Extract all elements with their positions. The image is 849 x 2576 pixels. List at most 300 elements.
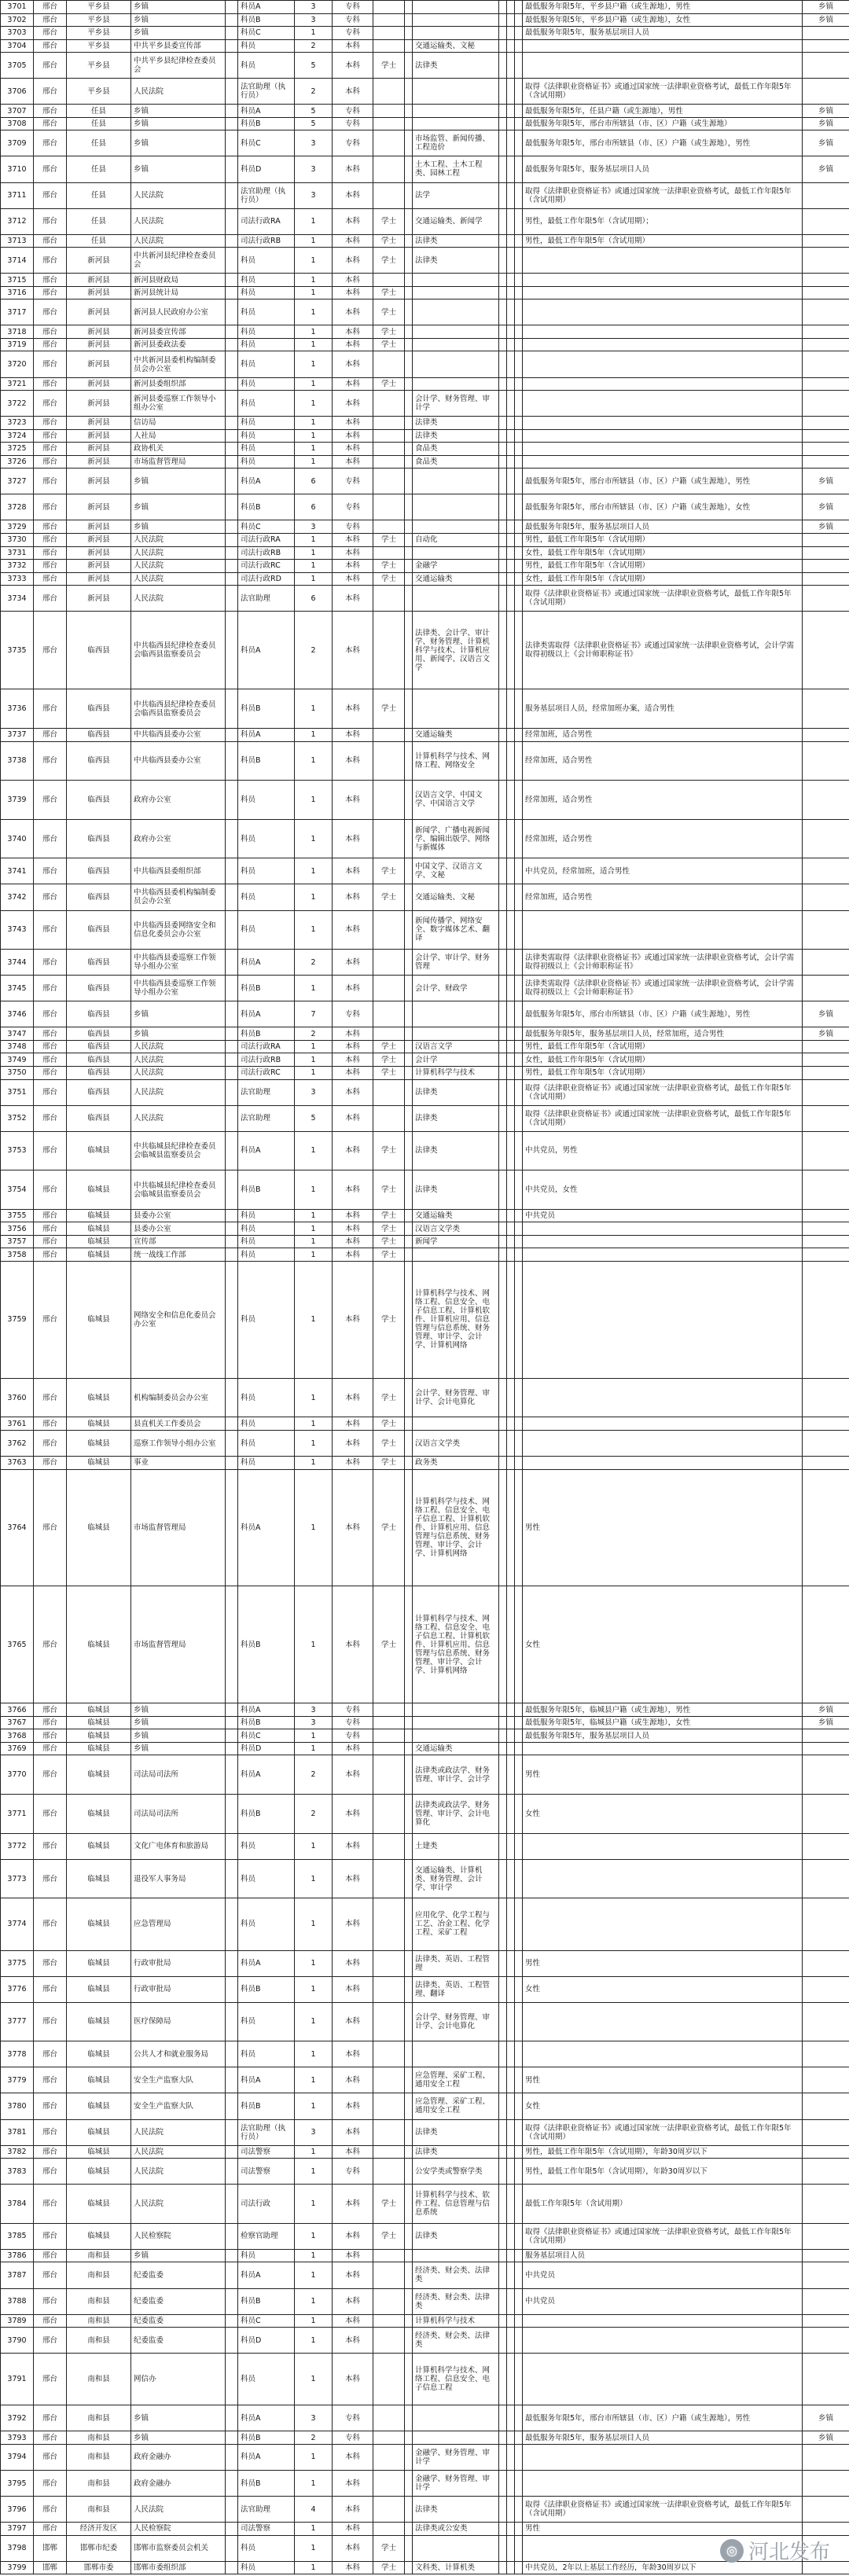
row-col12 [499,1755,507,1795]
row-count: 3 [295,520,333,534]
row-col13 [507,1131,515,1170]
row-col12 [499,13,507,27]
row-major: 食品类 [413,443,499,456]
row-education: 本科 [333,546,373,560]
row-org: 乡镇 [131,13,226,27]
table-row [1,1262,849,1379]
row-degree: 学士 [373,560,405,573]
row-remark [523,2002,803,2041]
table-row [1,338,849,351]
row-col10 [405,1976,413,2002]
row-col5 [226,1976,238,2002]
row-col14 [515,274,523,287]
row-count: 1 [295,560,333,573]
row-grade [803,572,849,586]
row-city: 邢台 [34,234,67,248]
row-county: 邯郸市纪委 [67,2535,131,2561]
row-col14 [515,2262,523,2288]
row-remark [523,2041,803,2067]
row-education: 专科 [333,117,373,130]
row-col5 [226,2249,238,2262]
table-row [1,1976,849,2002]
row-col12 [499,1417,507,1431]
row-col12 [499,2249,507,2262]
row-city: 邢台 [34,2497,67,2523]
row-col13 [507,27,515,40]
row-seq: 3766 [1,1703,34,1717]
row-col10 [405,27,413,40]
row-major: 金融学 [413,560,499,573]
row-city: 邢台 [34,391,67,417]
row-county: 临西县 [67,689,131,729]
row-county: 临城县 [67,2041,131,2067]
row-city: 邢台 [34,274,67,287]
row-grade [803,1079,849,1105]
row-city: 邢台 [34,1586,67,1703]
row-grade [803,2354,849,2405]
row-seq: 3729 [1,520,34,534]
row-col5 [226,1833,238,1859]
row-major: 法律类 [413,1131,499,1170]
row-city: 邢台 [34,338,67,351]
row-seq: 3789 [1,2314,34,2328]
row-col14 [515,2354,523,2405]
row-remark: 经常加班，适合男性 [523,781,803,820]
row-major [413,2405,499,2431]
row-count: 1 [295,2561,333,2574]
row-major [413,351,499,377]
row-col10 [405,2523,413,2536]
row-grade [803,2262,849,2288]
row-col12 [499,2471,507,2497]
row-org: 人民法院 [131,1066,226,1079]
row-county: 临西县 [67,858,131,884]
row-grade [803,1755,849,1795]
row-city: 邢台 [34,1716,67,1729]
row-col13 [507,1053,515,1067]
row-grade [803,1457,849,1470]
row-degree: 学士 [373,1378,405,1417]
row-remark: 中共党员，经常加班，适合男性 [523,858,803,884]
row-col14 [515,2444,523,2470]
row-post: 科员A [238,1001,295,1027]
row-col10 [405,417,413,430]
row-col5 [226,1742,238,1755]
row-col12 [499,533,507,546]
row-col10 [405,248,413,274]
row-col14 [515,443,523,456]
row-grade [803,1040,849,1053]
row-col12 [499,351,507,377]
row-county: 新河县 [67,560,131,573]
row-col12 [499,429,507,443]
row-col10 [405,455,413,469]
row-county: 临城县 [67,1742,131,1755]
row-col5 [226,2561,238,2574]
row-degree [373,1898,405,1950]
row-city: 邢台 [34,417,67,430]
row-org: 中共临西县委机构编制委员会办公室 [131,884,226,910]
row-col10 [405,910,413,950]
table-row [1,910,849,950]
row-col13 [507,910,515,950]
row-degree [373,520,405,534]
row-col14 [515,2119,523,2145]
row-remark: 取得《法律职业资格证书》或通过国家统一法律职业资格考试，最低工作年限5年（含试用期） [523,1079,803,1105]
row-org: 中共临西县委网络安全和信息化委员会办公室 [131,910,226,950]
row-post: 法官助理（执行员） [238,79,295,105]
row-col5 [226,950,238,976]
row-post: 科员 [238,1859,295,1898]
row-grade [803,2145,849,2159]
row-col13 [507,182,515,208]
row-degree: 学士 [373,2185,405,2224]
row-degree [373,39,405,53]
row-col13 [507,1898,515,1950]
row-city: 邢台 [34,494,67,520]
row-col14 [515,1703,523,1717]
row-post: 科员A [238,1,295,14]
row-col14 [515,2093,523,2119]
row-col10 [405,1795,413,1834]
row-major: 计算机科学与技术、网络工程、信息安全、电子信息工程、计算机软件、计算机应用、信息管理与信息系统、财务管理、审计学、会计学、计算机网络 [413,1469,499,1586]
row-col14 [515,858,523,884]
row-seq: 3791 [1,2354,34,2405]
row-grade [803,417,849,430]
table-row [1,1,849,14]
row-education: 本科 [333,2067,373,2093]
row-org: 中共临西县委巡察工作领导小组办公室 [131,950,226,976]
row-col12 [499,1066,507,1079]
row-col12 [499,1040,507,1053]
row-col12 [499,858,507,884]
row-grade [803,741,849,781]
row-col14 [515,1469,523,1586]
row-col14 [515,1,523,14]
row-remark [523,248,803,274]
row-county: 临城县 [67,1833,131,1859]
row-grade [803,910,849,950]
row-count: 1 [295,299,333,325]
row-education: 本科 [333,858,373,884]
row-degree [373,2497,405,2523]
row-seq: 3718 [1,325,34,339]
row-education: 本科 [333,274,373,287]
row-education: 本科 [333,1209,373,1222]
row-seq: 3786 [1,2249,34,2262]
row-col5 [226,546,238,560]
row-count: 2 [295,950,333,976]
row-city: 邢台 [34,1248,67,1262]
row-degree [373,2328,405,2354]
row-degree [373,417,405,430]
row-col13 [507,2145,515,2159]
row-org: 医疗保障局 [131,2002,226,2041]
row-education: 专科 [333,130,373,156]
row-org: 人民法院 [131,2145,226,2159]
row-county: 临城县 [67,1170,131,1210]
row-remark [523,338,803,351]
row-seq: 3704 [1,39,34,53]
row-county: 临城县 [67,2145,131,2159]
row-col5 [226,884,238,910]
row-grade [803,2288,849,2314]
row-grade [803,1976,849,2002]
row-education: 本科 [333,1417,373,1431]
row-degree: 学士 [373,299,405,325]
row-city: 邢台 [34,2249,67,2262]
row-count: 1 [295,533,333,546]
row-col10 [405,2159,413,2185]
row-county: 南和县 [67,2262,131,2288]
row-col12 [499,612,507,689]
row-count: 1 [295,2041,333,2067]
row-degree [373,1001,405,1027]
row-count: 3 [295,1703,333,1717]
row-col14 [515,2002,523,2041]
row-grade [803,429,849,443]
row-org: 市场监督管理局 [131,1469,226,1586]
table-row [1,299,849,325]
row-county: 临城县 [67,2093,131,2119]
row-seq: 3757 [1,1235,34,1248]
row-remark: 最低服务年限5年，平乡县户籍（或生源地），男性 [523,1,803,14]
row-degree [373,1950,405,1976]
row-col5 [226,1170,238,1210]
row-org: 中共新河县纪律检查委员会 [131,248,226,274]
row-major [413,2249,499,2262]
row-count: 1 [295,234,333,248]
row-col13 [507,884,515,910]
row-grade [803,2249,849,2262]
table-row [1,1079,849,1105]
row-col5 [226,2002,238,2041]
row-post: 科员A [238,1469,295,1586]
row-county: 南和县 [67,2249,131,2262]
row-major: 文科类、计算机类 [413,2561,499,2574]
row-county: 临西县 [67,976,131,1001]
row-col14 [515,1457,523,1470]
row-degree [373,1833,405,1859]
row-remark [523,1833,803,1859]
row-major: 自动化 [413,533,499,546]
row-col5 [226,156,238,182]
row-count: 1 [295,2535,333,2561]
row-seq: 3737 [1,729,34,742]
row-seq: 3751 [1,1079,34,1105]
row-col12 [499,1248,507,1262]
row-org: 网络安全和信息化委员会办公室 [131,1262,226,1379]
row-remark: 最低服务年限5年，邢台市所辖县（市、区）户籍（或生源地），女性 [523,494,803,520]
row-col5 [226,1040,238,1053]
row-grade [803,351,849,377]
row-grade [803,248,849,274]
row-remark: 男性 [523,1755,803,1795]
row-col10 [405,2431,413,2445]
row-count: 1 [295,1170,333,1210]
row-seq: 3794 [1,2444,34,2470]
row-degree [373,2471,405,2497]
row-col12 [499,884,507,910]
row-org: 新河县委组织部 [131,377,226,391]
row-org: 中共临西县委组织部 [131,858,226,884]
row-col13 [507,1378,515,1417]
row-seq: 3720 [1,351,34,377]
row-remark: 经常加班，适合男性 [523,741,803,781]
row-education: 本科 [333,1131,373,1170]
row-education: 本科 [333,1079,373,1105]
row-count: 1 [295,377,333,391]
row-degree: 学士 [373,1457,405,1470]
row-col14 [515,1040,523,1053]
row-education: 本科 [333,2093,373,2119]
row-count: 6 [295,586,333,612]
row-grade [803,2314,849,2328]
row-seq: 3711 [1,182,34,208]
row-col5 [226,1898,238,1950]
row-grade [803,586,849,612]
row-major: 应用化学、化学工程与工艺、冶金工程、化学工程、采矿工程 [413,1898,499,1950]
table-row [1,1222,849,1236]
row-grade [803,950,849,976]
row-education: 本科 [333,1170,373,1210]
row-count: 1 [295,27,333,40]
row-degree [373,2145,405,2159]
row-count: 3 [295,1,333,14]
row-col14 [515,572,523,586]
row-col5 [226,2405,238,2431]
row-seq: 3790 [1,2328,34,2354]
row-seq: 3702 [1,13,34,27]
row-col12 [499,53,507,79]
row-county: 临城县 [67,1235,131,1248]
row-seq: 3764 [1,1469,34,1586]
row-col5 [226,429,238,443]
row-col13 [507,13,515,27]
row-major [413,27,499,40]
row-col5 [226,1131,238,1170]
row-col12 [499,117,507,130]
row-col14 [515,105,523,118]
row-col14 [515,2561,523,2574]
row-col13 [507,2002,515,2041]
row-col10 [405,2497,413,2523]
row-major: 法律类或政法学、财务管理、审计学、会计电算化 [413,1795,499,1834]
row-col13 [507,1235,515,1248]
row-col14 [515,910,523,950]
row-col12 [499,1976,507,2002]
row-col12 [499,1262,507,1379]
row-col5 [226,1457,238,1470]
row-col13 [507,520,515,534]
row-org: 巡察工作领导小组办公室 [131,1431,226,1457]
row-city: 邢台 [34,2145,67,2159]
row-col5 [226,105,238,118]
row-col12 [499,689,507,729]
row-col13 [507,586,515,612]
row-county: 新河县 [67,248,131,274]
table-row [1,2354,849,2405]
row-major: 汉语言文学、中国文学、中国语言文学 [413,781,499,820]
row-remark: 取得《法律职业资格证书》或通过国家统一法律职业资格考试，最低工作年限5年（含试用期） [523,586,803,612]
row-remark: 经常加班，适合男性 [523,819,803,858]
row-education: 本科 [333,689,373,729]
row-seq: 3722 [1,391,34,417]
row-col5 [226,469,238,494]
table-row [1,1586,849,1703]
row-post: 司法警察 [238,2159,295,2185]
row-remark [523,1417,803,1431]
row-post: 法官助理 [238,2497,295,2523]
row-county: 临城县 [67,1457,131,1470]
row-col10 [405,2185,413,2224]
row-grade [803,1795,849,1834]
row-col12 [499,976,507,1001]
row-count: 6 [295,494,333,520]
row-remark [523,1457,803,1470]
table-row [1,1027,849,1041]
row-col14 [515,338,523,351]
watermark-text: 河北发布 [748,2541,830,2564]
row-col5 [226,2288,238,2314]
row-col10 [405,234,413,248]
row-grade [803,1469,849,1586]
row-education: 本科 [333,976,373,1001]
row-count: 5 [295,117,333,130]
row-col5 [226,1716,238,1729]
row-count: 1 [295,1417,333,1431]
row-remark [523,417,803,430]
row-degree [373,391,405,417]
row-col10 [405,1729,413,1743]
row-post: 司法行政RB [238,234,295,248]
row-degree [373,1,405,14]
row-seq: 3735 [1,612,34,689]
row-count: 3 [295,2119,333,2145]
row-col5 [226,1079,238,1105]
row-col5 [226,455,238,469]
row-degree: 学士 [373,1131,405,1170]
row-count: 1 [295,1222,333,1236]
row-city: 邢台 [34,1105,67,1131]
row-col10 [405,338,413,351]
row-grade [803,27,849,40]
row-grade: 乡镇 [803,520,849,534]
row-count: 1 [295,1262,333,1379]
row-seq: 3780 [1,2093,34,2119]
row-education: 本科 [333,1040,373,1053]
row-education: 本科 [333,325,373,339]
row-org: 中共临城县纪律检查委员会临城县监察委员会 [131,1131,226,1170]
row-org: 中共临西县委办公室 [131,741,226,781]
row-col13 [507,1,515,14]
row-count: 1 [295,2444,333,2470]
row-city: 邢台 [34,27,67,40]
row-col14 [515,1131,523,1170]
row-city: 邢台 [34,13,67,27]
row-col5 [226,1248,238,1262]
row-seq: 3784 [1,2185,34,2224]
row-degree: 学士 [373,208,405,234]
row-org: 人民法院 [131,533,226,546]
row-major [413,377,499,391]
row-degree [373,819,405,858]
row-post: 科员C [238,1729,295,1743]
row-count: 3 [295,130,333,156]
row-count: 2 [295,79,333,105]
row-count: 1 [295,976,333,1001]
row-major: 会计学、审计学、财务管理 [413,950,499,976]
